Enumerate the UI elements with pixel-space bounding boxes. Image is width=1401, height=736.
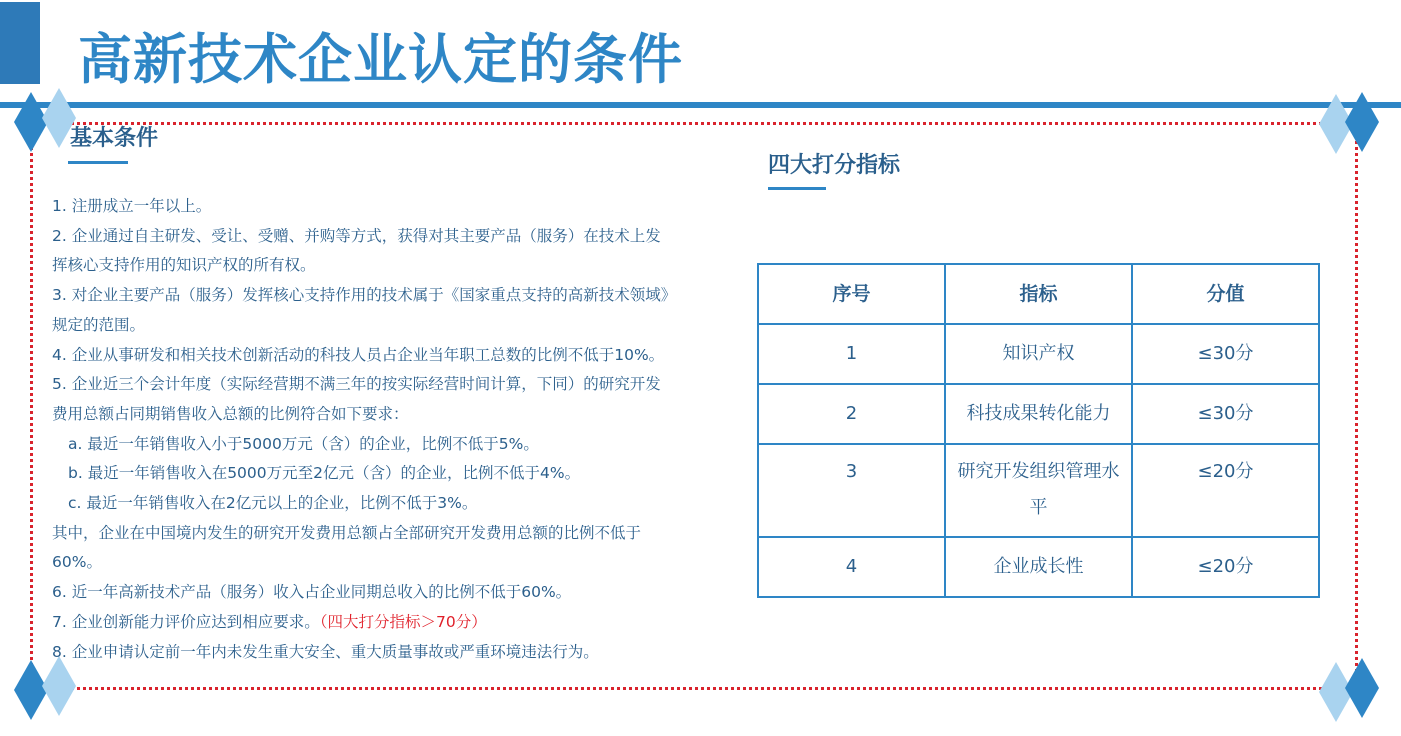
column-header-no: 序号 [758, 264, 945, 324]
condition-line: 6. 近一年高新技术产品（服务）收入占企业同期总收入的比例不低于60%。 [52, 583, 572, 602]
score-indicators-underline [768, 187, 826, 190]
score-indicators-table [757, 263, 1320, 598]
basic-conditions-list [52, 192, 742, 667]
cell-indicator: 科技成果转化能力 [945, 384, 1132, 444]
title-accent-block [0, 2, 40, 84]
column-header-score: 分值 [1132, 264, 1319, 324]
cell-no: 3 [758, 444, 945, 537]
table-row [758, 444, 1319, 537]
page-title: 高新技术企业认定的条件 [78, 28, 683, 91]
condition-line: 5. 企业近三个会计年度（实际经营期不满三年的按实际经营时间计算，下同）的研究开发 [52, 375, 661, 394]
score-indicators-heading: 四大打分指标 [768, 153, 901, 178]
cell-score: ≤30分 [1132, 384, 1319, 444]
cell-indicator: 企业成长性 [945, 537, 1132, 597]
condition-text: 7. 企业创新能力评价应达到相应要求。 [52, 612, 320, 631]
table-row [758, 537, 1319, 597]
column-header-indicator: 指标 [945, 264, 1132, 324]
condition-line: 1. 注册成立一年以上。 [52, 197, 212, 215]
condition-sub-line: a. 最近一年销售收入小于5000万元（含）的企业，比例不低于5%。 [68, 434, 539, 453]
cell-score: ≤20分 [1132, 537, 1319, 597]
condition-line: 3. 对企业主要产品（服务）发挥核心支持作用的技术属于《国家重点支持的高新技术领域》 [52, 286, 677, 305]
table-row [758, 384, 1319, 444]
basic-conditions-underline [68, 161, 128, 164]
cell-score: ≤20分 [1132, 444, 1319, 537]
condition-line: 其中，企业在中国境内发生的研究开发费用总额占全部研究开发费用总额的比例不低于 [52, 523, 642, 542]
condition-line: 2. 企业通过自主研发、受让、受赠、并购等方式，获得对其主要产品（服务）在技术上发 [52, 226, 661, 245]
cell-indicator: 研究开发组织管理水平 [945, 444, 1132, 537]
condition-line-7 [52, 608, 742, 638]
cell-no: 1 [758, 324, 945, 384]
condition-line: 8. 企业申请认定前一年内未发生重大安全、重大质量事故或严重环境违法行为。 [52, 642, 599, 661]
condition-line: 4. 企业从事研发和相关技术创新活动的科技人员占企业当年职工总数的比例不低于10%。 [52, 345, 665, 364]
condition-line: 费用总额占同期销售收入总额的比例符合如下要求： [52, 404, 409, 423]
cell-no: 4 [758, 537, 945, 597]
condition-sub-line: b. 最近一年销售收入在5000万元至2亿元（含）的企业，比例不低于4%。 [68, 464, 581, 483]
table-row [758, 324, 1319, 384]
cell-indicator: 知识产权 [945, 324, 1132, 384]
header-divider [0, 102, 1401, 108]
condition-sub-line: c. 最近一年销售收入在2亿元以上的企业，比例不低于3%。 [68, 494, 478, 513]
table-header-row [758, 264, 1319, 324]
cell-no: 2 [758, 384, 945, 444]
condition-line: 规定的范围。 [52, 315, 146, 334]
condition-line: 挥核心支持作用的知识产权的所有权。 [52, 256, 316, 275]
score-threshold-note: （四大打分指标＞70分） [319, 612, 487, 631]
cell-score: ≤30分 [1132, 324, 1319, 384]
basic-conditions-heading: 基本条件 [70, 126, 159, 151]
condition-line: 60%。 [52, 553, 102, 572]
